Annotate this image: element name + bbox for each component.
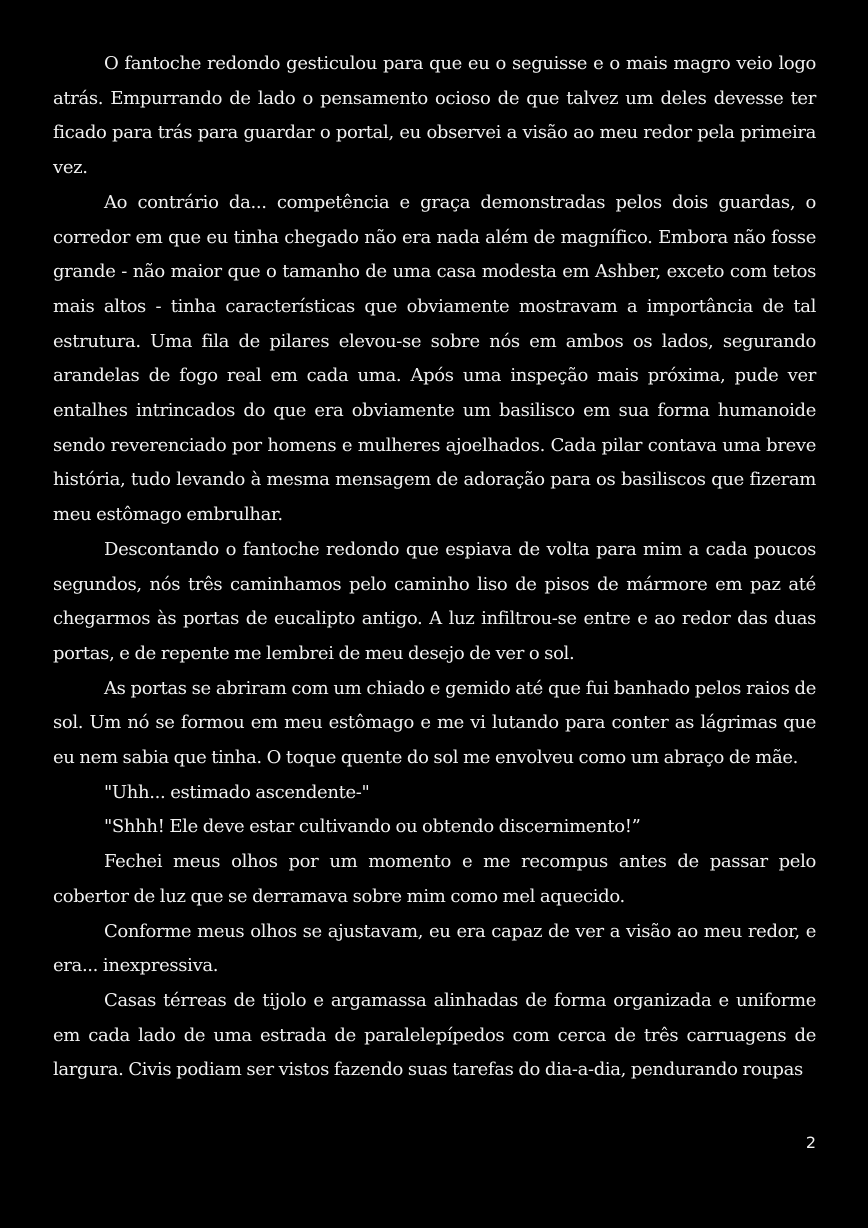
page-number: 2	[805, 1133, 816, 1152]
paragraph: Conforme meus olhos se ajustavam, eu era capaz de ver a visão ao meu redor, e era... inexpressiva.	[53, 920, 816, 977]
paragraph: O fantoche redondo gesticulou para que eu o seguisse e o mais magro veio logo atrás. Empurrando de lado o pensamento ocioso de que talvez um deles devesse ter ficado para trás para guardar o portal, eu observei a visão ao meu redor pela primeira vez.	[53, 53, 816, 179]
paragraph: Casas térreas de tijolo e argamassa alinhadas de forma organizada e uniforme em cada lado de uma estrada de paralelepípedos com cerca de três carruagens de largura. Civis podiam ser vistos fazendo suas tarefas do dia-a-dia, pendurando roupas	[53, 989, 816, 1081]
paragraph: Fechei meus olhos por um momento e me recompus antes de passar pelo cobertor de luz que se derramava sobre mim como mel aquecido.	[53, 851, 816, 907]
dialogue-line: "Shhh! Ele deve estar cultivando ou obtendo discernimento!”	[104, 816, 641, 838]
paragraph: Ao contrário da... competência e graça demonstradas pelos dois guardas, o corredor em que eu tinha chegado não era nada além de magnífico. Embora não fosse grande - não maior que o tamanho de uma casa modesta em Ashber, exceto com tetos mais altos - tinha características que obviamente mostravam a importância de tal estrutura. Uma fila de pilares elevou-se sobre nós em ambos os lados, segurando arandelas de fogo real em cada uma. Após uma inspeção mais próxima, pude ver entalhes intrincados do que era obviamente um basilisco em sua forma humanoide sendo reverenciado por homens e mulheres ajoelhados. Cada pilar contava uma breve história, tudo levando à mesma mensagem de adoração para os basiliscos que fizeram meu estômago embrulhar.	[53, 191, 816, 526]
paragraph: As portas se abriram com um chiado e gemido até que fui banhado pelos raios de sol. Um nó se formou em meu estômago e me vi lutando para conter as lágrimas que eu nem sabia que tinha. O toque quente do sol me envolveu como um abraço de mãe.	[53, 677, 816, 769]
dialogue-line: "Uhh... estimado ascendente-"	[104, 781, 370, 803]
document-page	[53, 47, 816, 1088]
paragraph: Descontando o fantoche redondo que espiava de volta para mim a cada poucos segundos, nós três caminhamos pelo caminho liso de pisos de mármore em paz até chegarmos às portas de eucalipto antigo. A luz infiltrou-se entre e ao redor das duas portas, e de repente me lembrei de meu desejo de ver o sol.	[53, 538, 816, 664]
